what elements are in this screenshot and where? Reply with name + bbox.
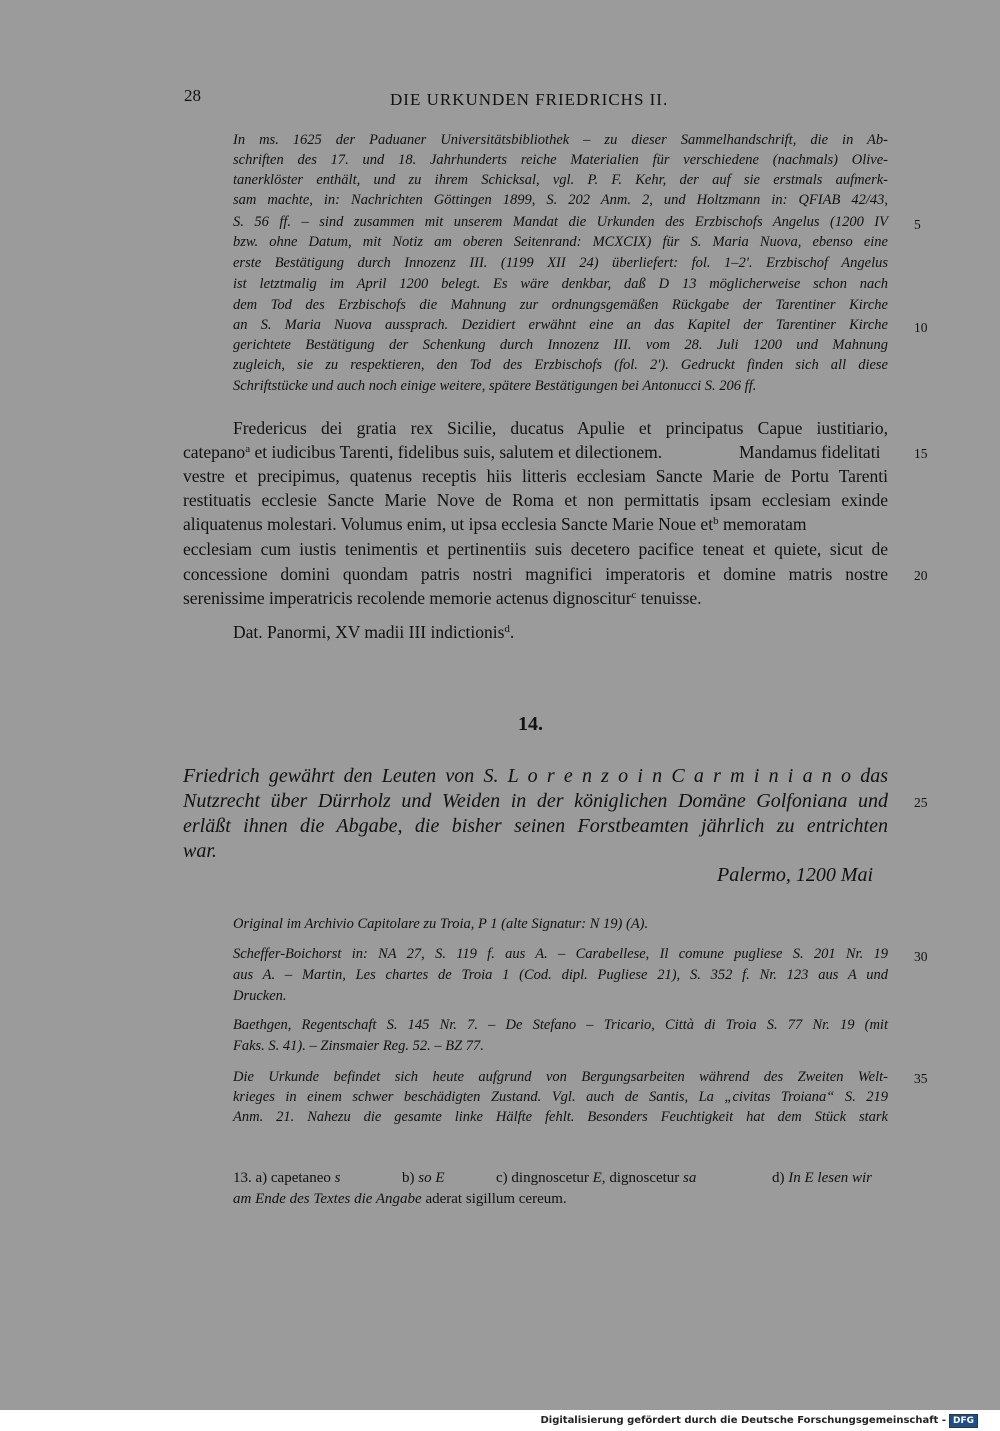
footnote-d-continued bbox=[233, 1191, 567, 1208]
note-line: an S. Maria Nuova aussprach. Dezidiert erwähnt eine an das Kapitel der Tarentiner Kirche bbox=[233, 317, 888, 333]
line-number: 5 bbox=[914, 217, 921, 232]
credit-text: Digitalisierung gefördert durch die Deutsche Forschungsgemeinschaft - bbox=[540, 1415, 946, 1426]
text-fragment: memoratam bbox=[718, 514, 807, 534]
text-fragment: tenuisse. bbox=[636, 588, 702, 608]
footnote-c-label: c) dingnoscetur bbox=[496, 1170, 589, 1186]
footnote-b-text: so E bbox=[418, 1170, 445, 1186]
note-line: Original im Archivio Capitolare zu Troia, P 1 (alte Signatur: N 19) (A). bbox=[233, 916, 649, 932]
note-line: bzw. ohne Datum, mit Notiz am oberen Seitenrand: MCXCIX) für S. Maria Nuova, ebenso eine bbox=[233, 234, 888, 250]
page-number: 28 bbox=[184, 86, 201, 105]
footnote-ref: a bbox=[245, 443, 251, 455]
footnote-c bbox=[496, 1170, 696, 1187]
note-line: S. 56 ff. – sind zusammen mit unserem Mandat die Urkunden des Erzbischofs Angelus (1200 IV bbox=[233, 214, 888, 230]
line-number: 35 bbox=[914, 1071, 928, 1086]
footnote-d-quote: aderat sigillum cereum. bbox=[425, 1191, 567, 1207]
note-line: gerichtete Bestätigung der Schenkung durch Innozenz III. vom 28. Juli 1200 und Mahnung bbox=[233, 337, 888, 353]
document-number: 14. bbox=[518, 713, 543, 735]
note-line: Schriftstücke und auch noch einige weitere, spätere Bestätigungen bei Antonucci S. 206 ff. bbox=[233, 378, 757, 394]
running-title: DIE URKUNDEN FRIEDRICHS II. bbox=[390, 90, 669, 109]
line-number: 15 bbox=[914, 446, 928, 461]
note-line: schriften des 17. und 18. Jahrhunderts reiche Materialien für verschiedene (nachmals) Olive- bbox=[233, 152, 888, 168]
text-line: ecclesiam cum iustis tenimentis et pertinentiis suis decetero pacifice teneat et quiete, sicut de bbox=[183, 539, 888, 559]
dating-clause bbox=[233, 622, 514, 643]
text-line bbox=[183, 588, 702, 609]
dfg-logo: DFG bbox=[949, 1414, 978, 1428]
text-line: Fredericus dei gratia rex Sicilie, ducatus Apulie et principatus Capue iustitiario, bbox=[233, 418, 888, 438]
note-line: Drucken. bbox=[233, 988, 287, 1004]
text-fragment: aliquatenus molestari. Volumus enim, ut ipsa ecclesia Sancte Marie Noue et bbox=[183, 514, 714, 534]
note-line: zugleich, sie zu respektieren, den Tod des Erzbischofs (fol. 2'). Gedruckt finden sich all diese bbox=[233, 357, 888, 373]
running-header bbox=[0, 86, 1000, 110]
text-line: concessione domini quondam patris nostri magnifici imperatoris et domine matris nostre bbox=[183, 564, 888, 584]
note-line: krieges in einem schwer beschädigten Zustand. Vgl. auch de Santis, La „civitas Troiana“ S. 219 bbox=[233, 1089, 888, 1105]
footnote-ref: d bbox=[504, 623, 510, 635]
footnote-d-text2: am Ende des Textes die Angabe bbox=[233, 1191, 422, 1207]
footnote-b-label: b) bbox=[402, 1170, 415, 1186]
footnote-d-text: In E lesen wir bbox=[788, 1170, 872, 1186]
text-line bbox=[183, 442, 662, 463]
text-fragment: Dat. Panormi, XV madii III indictionis bbox=[233, 622, 505, 642]
text-fragment: . bbox=[509, 622, 515, 642]
text-line: Mandamus fidelitati bbox=[739, 442, 881, 462]
note-line: Faks. S. 41). – Zinsmaier Reg. 52. – BZ 77. bbox=[233, 1038, 484, 1054]
line-number: 30 bbox=[914, 949, 928, 964]
footnote-ref: c bbox=[631, 589, 637, 601]
note-line: Die Urkunde befindet sich heute aufgrund von Bergungsarbeiten während des Zweiten Welt- bbox=[233, 1069, 888, 1085]
footnote-b bbox=[402, 1170, 445, 1187]
regest-line: Nutzrecht über Dürrholz und Weiden in der königlichen Domäne Golfoniana und bbox=[183, 790, 888, 812]
footnote-a: a) capetaneo bbox=[255, 1170, 331, 1186]
text-fragment: serenissime imperatricis recolende memorie actenus dignoscitur bbox=[183, 588, 632, 608]
footnote-ref: b bbox=[713, 515, 719, 527]
regest-line: erläßt ihnen die Abgabe, die bisher seinen Forstbeamten jährlich zu entrichten bbox=[183, 815, 888, 837]
text-line: vestre et precipimus, quatenus receptis hiis litteris ecclesiam Sancte Marie de Portu Tarenti bbox=[183, 466, 888, 486]
text-line bbox=[183, 514, 807, 535]
note-line: Baethgen, Regentschaft S. 145 Nr. 7. – De Stefano – Tricario, Città di Troia S. 77 Nr. 19 (mit bbox=[233, 1017, 888, 1033]
place-date: Palermo, 1200 Mai bbox=[717, 864, 874, 886]
footnote-line bbox=[233, 1170, 340, 1187]
text-fragment: catepano bbox=[183, 442, 246, 462]
footnote-number: 13. bbox=[233, 1170, 252, 1186]
note-line: aus A. – Martin, Les chartes de Troia 1 (Cod. dipl. Pugliese 21), S. 352 f. Nr. 123 aus A und bbox=[233, 967, 888, 983]
note-line: Scheffer-Boichorst in: NA 27, S. 119 f. aus A. – Carabellese, Il comune pugliese S. 201 Nr. 19 bbox=[233, 946, 888, 962]
line-number: 25 bbox=[914, 795, 928, 810]
text-line: restituatis ecclesie Sancte Marie Nove de Roma et non permittatis ipsam ecclesiam exinde bbox=[183, 490, 888, 510]
footnote-d bbox=[772, 1170, 872, 1187]
text-fragment: et iudicibus Tarenti, fidelibus suis, salutem et dilectionem. bbox=[250, 442, 663, 462]
note-line: erste Bestätigung durch Innozenz III. (1199 XII 24) überliefert: fol. 1–2'. Erzbischof Angelus bbox=[233, 255, 888, 271]
note-line: In ms. 1625 der Paduaner Universitätsbibliothek – zu dieser Sammelhandschrift, die in Ab- bbox=[233, 132, 888, 148]
note-line: dem Tod des Erzbischofs die Mahnung zur ordnungsgemäßen Rückgabe der Tarentiner Kirche bbox=[233, 297, 888, 313]
regest-line: war. bbox=[183, 840, 217, 862]
footnote-c-siglum2: sa bbox=[683, 1170, 697, 1186]
note-line: sam machte, in: Nachrichten Göttingen 1899, S. 202 Anm. 2, und Holtzmann in: QFIAB 42/43, bbox=[233, 192, 888, 208]
footnote-c-siglum: E, bbox=[592, 1170, 606, 1186]
note-line: ist letztmalig im April 1200 belegt. Es wäre denkbar, daß D 13 möglicherweise schon nach bbox=[233, 276, 888, 292]
footnote-a-siglum: s bbox=[334, 1170, 341, 1186]
note-line: Anm. 21. Nahezu die gesamte linke Hälfte fehlt. Besonders Feuchtigkeit hat dem Stück stark bbox=[233, 1109, 888, 1125]
line-number: 10 bbox=[914, 320, 928, 335]
footnote-c-variant: dignoscetur bbox=[609, 1170, 680, 1186]
note-line: tanerklöster enthält, und zu ihrem Schicksal, vgl. P. F. Kehr, der auf sie erstmals aufmerk- bbox=[233, 172, 888, 188]
regest-line: Friedrich gewährt den Leuten von S. L o r e n z o i n C a r m i n i a n o das bbox=[183, 765, 888, 787]
line-number: 20 bbox=[914, 568, 928, 583]
digitization-credit bbox=[540, 1414, 978, 1428]
footnote-d-label: d) bbox=[772, 1170, 785, 1186]
